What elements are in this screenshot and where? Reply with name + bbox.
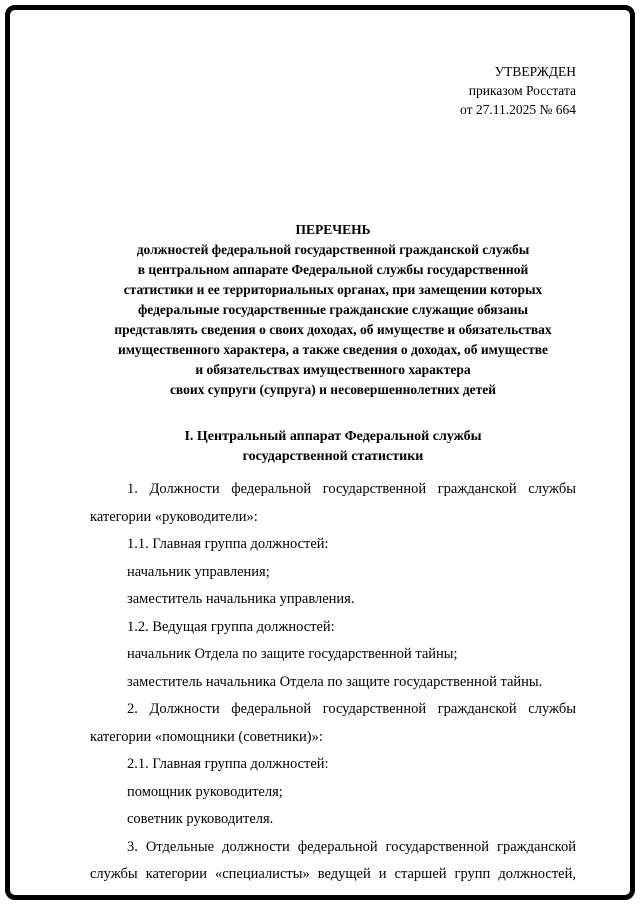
approval-block: [90, 62, 576, 119]
title-line: своих супруги (супруга) и несовершеннолетних детей: [169, 382, 497, 397]
section-heading: [90, 427, 576, 467]
section-heading-line: государственной статистики: [242, 449, 424, 464]
paragraph: помощник руководителя;: [127, 783, 283, 800]
section-heading-line: I. Центральный аппарат Федеральной службы: [184, 429, 482, 444]
paragraph: 1. Должности федеральной государственной гражданской службы категории «руководители»:: [90, 481, 576, 525]
paragraph: 3. Отдельные должности федеральной государственной гражданской службы категории «специалисты» ведущей и старшей групп должностей,: [90, 838, 576, 882]
paragraph: 2.1. Главная группа должностей:: [127, 756, 329, 772]
approval-line: УТВЕРЖДЕН: [494, 64, 576, 79]
approval-line: приказом Росстата: [468, 83, 576, 98]
paragraph: заместитель начальника управления.: [127, 591, 355, 607]
title-line: федеральные государственные гражданские служащие обязаны: [137, 302, 529, 317]
title-line: статистики и ее территориальных органах, при замещении которых: [123, 282, 543, 297]
approval-line: от 27.11.2025 № 664: [460, 102, 576, 117]
paragraph: начальник Отдела по защите государственной тайны;: [127, 646, 458, 662]
paragraph: 1.1. Главная группа должностей:: [127, 536, 329, 552]
document-body: [90, 476, 576, 889]
title-line: и обязательствах имущественного характера: [195, 362, 471, 377]
paragraph: начальник управления;: [127, 563, 270, 580]
title-line: ПЕРЕЧЕНЬ: [295, 222, 371, 237]
title-line: представлять сведения о своих доходах, об имуществе и обязательствах: [114, 322, 552, 337]
paragraph: 2. Должности федеральной государственной гражданской службы категории «помощники (советники)»:: [90, 701, 576, 745]
title-line: имущественного характера, а также сведения о доходах, об имуществе: [117, 342, 549, 357]
paragraph: советник руководителя.: [127, 811, 274, 827]
document-title: [90, 220, 576, 400]
title-line: в центральном аппарате Федеральной службы государственной: [137, 262, 529, 277]
title-line: должностей федеральной государственной гражданской службы: [136, 242, 530, 257]
paragraph: заместитель начальника Отдела по защите государственной тайны.: [127, 673, 543, 690]
paragraph: 1.2. Ведущая группа должностей:: [127, 618, 335, 635]
